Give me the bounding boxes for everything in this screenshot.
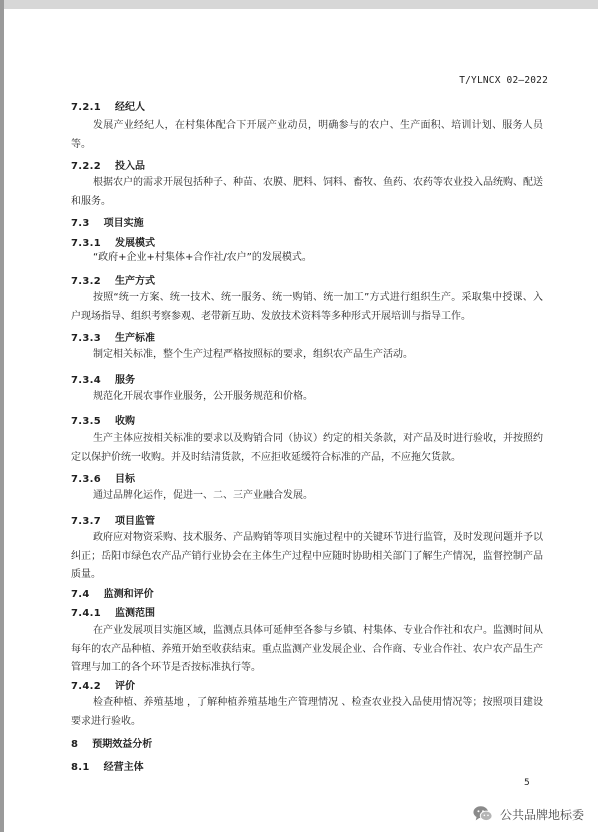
heading-7-3-4 bbox=[71, 371, 543, 386]
section-title: 经营主体 bbox=[103, 762, 144, 773]
section-number: 7.3.5 bbox=[71, 416, 101, 427]
section-title: 监测和评价 bbox=[103, 589, 154, 600]
heading-7-3-7 bbox=[71, 512, 543, 527]
paragraph-7-3-3: 制定相关标准，整个生产过程严格按照标的要求，组织农产品生产活动。 bbox=[93, 349, 413, 360]
section-title: 项目实施 bbox=[103, 218, 144, 229]
section-number: 7.3.6 bbox=[71, 474, 101, 485]
section-title: 生产方式 bbox=[114, 276, 155, 287]
section-title: 监测范围 bbox=[114, 608, 155, 619]
section-title: 项目监管 bbox=[114, 516, 155, 527]
heading-7-3-2 bbox=[71, 272, 543, 287]
paragraph-7-3-1: “政府+企业+村集体+合作社/农户”的发展模式。 bbox=[93, 252, 312, 263]
section-title: 生产标准 bbox=[114, 333, 155, 344]
heading-7-3-3 bbox=[71, 329, 543, 344]
document-id: T/YLNCX 02—2022 bbox=[459, 75, 548, 86]
section-number: 7.3.4 bbox=[71, 375, 101, 386]
paragraph-7-3-7: 政府应对物资采购、技术服务、产品购销等项目实施过程中的关键环节进行监管，及时发现问题并予以纠正；岳阳市绿色农产品产销行业协会在主体生产过程中应随时协助相关部门了解生产情况，监督控制产品质量。 bbox=[71, 532, 543, 580]
wechat-icon bbox=[472, 804, 494, 824]
heading-7-4-1 bbox=[71, 604, 543, 619]
section-title: 经纪人 bbox=[114, 102, 145, 113]
section-number: 7.4.2 bbox=[71, 681, 101, 692]
section-number: 7.3.3 bbox=[71, 333, 101, 344]
section-title: 预期效益分析 bbox=[92, 739, 153, 750]
heading-8-1 bbox=[71, 758, 543, 773]
section-number: 8.1 bbox=[71, 762, 90, 773]
paragraph-7-2-2: 根据农户的需求开展包括种子、种苗、农膜、肥料、饲料、畜牧、鱼药、农药等农业投入品统购、配送和服务。 bbox=[71, 177, 543, 207]
section-number: 7.3.7 bbox=[71, 516, 101, 527]
paragraph-7-3-4: 规范化开展农事作业服务，公开服务规范和价格。 bbox=[93, 391, 313, 402]
heading-7-4-2 bbox=[71, 677, 543, 692]
page-number: 5 bbox=[524, 778, 530, 788]
heading-7-2-2 bbox=[71, 157, 543, 172]
section-number: 7.4 bbox=[71, 589, 90, 600]
section-title: 目标 bbox=[114, 474, 135, 485]
heading-7-4 bbox=[71, 585, 543, 600]
section-title: 评价 bbox=[114, 681, 135, 692]
top-border bbox=[0, 0, 598, 9]
section-number: 7.2.1 bbox=[71, 102, 101, 113]
section-number: 8 bbox=[71, 739, 79, 750]
paragraph-7-3-5: 生产主体应按相关标准的要求以及购销合同（协议）约定的相关条款，对产品及时进行验收，并按照约定以保护价统一收购。并及时结清货款，不应拒收延缓符合标准的产品，不应拖欠货款。 bbox=[71, 433, 543, 463]
paragraph-7-4-2: 检查种植、养殖基地 ，了解种植养殖基地生产管理情况 、检查农业投入品使用情况等；按照项目建设要求进行验收。 bbox=[71, 697, 543, 727]
section-number: 7.4.1 bbox=[71, 608, 101, 619]
left-border bbox=[0, 0, 4, 832]
heading-7-3-6 bbox=[71, 470, 543, 485]
heading-7-3-1 bbox=[71, 234, 543, 249]
section-title: 服务 bbox=[114, 375, 135, 386]
section-title: 发展模式 bbox=[114, 238, 155, 249]
paragraph-7-2-1: 发展产业经纪人，在村集体配合下开展产业动员，明确参与的农户、生产面积、培训计划、服务人员等。 bbox=[71, 120, 543, 150]
section-number: 7.3.2 bbox=[71, 276, 101, 287]
watermark bbox=[472, 804, 584, 824]
section-number: 7.3 bbox=[71, 218, 90, 229]
heading-7-3-5 bbox=[71, 412, 543, 427]
heading-7-3 bbox=[71, 214, 543, 229]
section-title: 收购 bbox=[114, 416, 135, 427]
paragraph-7-3-6: 通过品牌化运作，促进一、二、三产业融合发展。 bbox=[93, 490, 313, 501]
paragraph-7-4-1: 在产业发展项目实施区域，监测点具体可延伸至各参与乡镇、村集体、专业合作社和农户。监测时间从每年的农产品种植、养殖开始至收获结束。重点监测产业发展企业、合作商、专业合作社、农户农产品生产管理与加工的各个环节是否按标准执行等。 bbox=[71, 625, 543, 673]
section-number: 7.2.2 bbox=[71, 161, 101, 172]
section-number: 7.3.1 bbox=[71, 238, 101, 249]
heading-7-2-1 bbox=[71, 98, 543, 113]
watermark-text: 公共品牌地标委 bbox=[499, 807, 584, 822]
section-title: 投入品 bbox=[114, 161, 145, 172]
heading-8 bbox=[71, 735, 543, 750]
paragraph-7-3-2: 按照“统一方案、统一技术、统一服务、统一购销、统一加工”方式进行组织生产。采取集中授课、入户现场指导、组织考察参观、老带新互助、发放技术资料等多种形式开展培训与指导工作。 bbox=[71, 292, 543, 322]
